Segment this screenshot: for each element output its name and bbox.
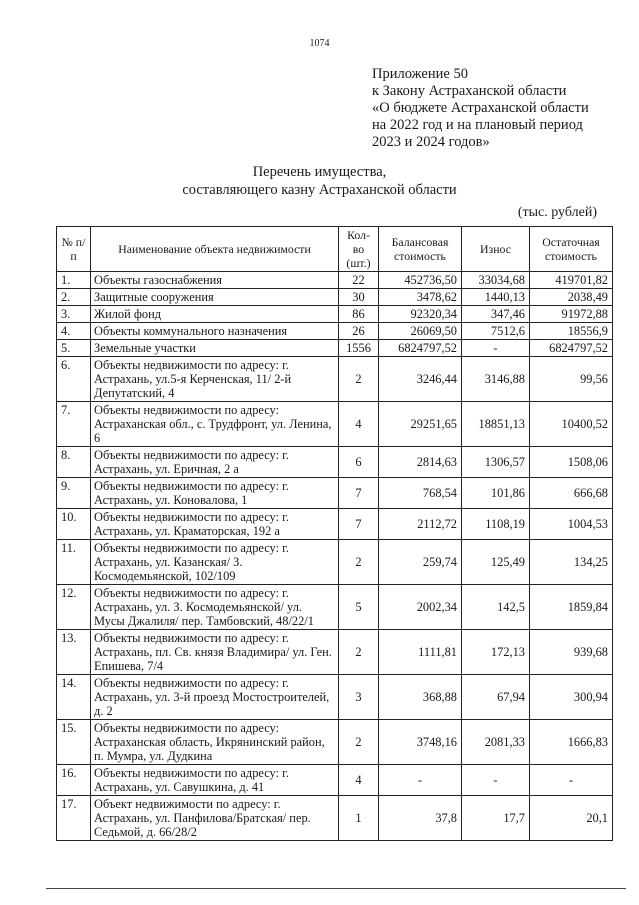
row-name: Объекты недвижимости по адресу: г. Астрахань, ул. Еричная, 2 а bbox=[91, 447, 339, 478]
header-num: № п/п bbox=[57, 227, 91, 272]
row-name: Объекты коммунального назначения bbox=[91, 323, 339, 340]
table-row bbox=[57, 509, 613, 540]
property-table bbox=[56, 226, 613, 841]
row-residual: 91972,88 bbox=[530, 306, 613, 323]
row-count: 7 bbox=[339, 509, 379, 540]
row-balance: 259,74 bbox=[379, 540, 462, 585]
row-wear: 7512,6 bbox=[462, 323, 530, 340]
row-name: Объекты недвижимости по адресу: г. Астрахань, ул. З. Космодемьянской/ ул. Мусы Джалиля/ пер. Тамбовский, 48/22/1 bbox=[91, 585, 339, 630]
table-row bbox=[57, 765, 613, 796]
table-row bbox=[57, 478, 613, 509]
row-wear: - bbox=[462, 340, 530, 357]
row-residual: 6824797,52 bbox=[530, 340, 613, 357]
row-number: 10. bbox=[57, 509, 91, 540]
row-wear: 1108,19 bbox=[462, 509, 530, 540]
row-name: Земельные участки bbox=[91, 340, 339, 357]
row-count: 4 bbox=[339, 765, 379, 796]
appendix-line: «О бюджете Астраханской области bbox=[372, 100, 589, 116]
row-number: 17. bbox=[57, 796, 91, 841]
row-residual: 1859,84 bbox=[530, 585, 613, 630]
row-name: Объекты недвижимости по адресу: г. Астрахань, пл. Св. князя Владимира/ ул. Ген. Епишева, 7/4 bbox=[91, 630, 339, 675]
row-balance: 2112,72 bbox=[379, 509, 462, 540]
row-count: 2 bbox=[339, 630, 379, 675]
row-balance: 6824797,52 bbox=[379, 340, 462, 357]
row-balance: 3246,44 bbox=[379, 357, 462, 402]
row-number: 4. bbox=[57, 323, 91, 340]
units-label: (тыс. рублей) bbox=[517, 205, 597, 220]
row-residual: 10400,52 bbox=[530, 402, 613, 447]
title-line: Перечень имущества, bbox=[252, 164, 387, 180]
row-balance: 26069,50 bbox=[379, 323, 462, 340]
row-balance: 2002,34 bbox=[379, 585, 462, 630]
row-balance: 92320,34 bbox=[379, 306, 462, 323]
table-row bbox=[57, 289, 613, 306]
table-header-row bbox=[57, 227, 613, 272]
row-balance: 3748,16 bbox=[379, 720, 462, 765]
row-number: 3. bbox=[57, 306, 91, 323]
row-wear: 18851,13 bbox=[462, 402, 530, 447]
row-wear: 3146,88 bbox=[462, 357, 530, 402]
row-number: 14. bbox=[57, 675, 91, 720]
row-count: 6 bbox=[339, 447, 379, 478]
table-row bbox=[57, 357, 613, 402]
row-balance: 37,8 bbox=[379, 796, 462, 841]
row-count: 1 bbox=[339, 796, 379, 841]
row-count: 86 bbox=[339, 306, 379, 323]
page-number: 1074 bbox=[309, 38, 330, 49]
row-wear: 347,46 bbox=[462, 306, 530, 323]
table-row bbox=[57, 720, 613, 765]
table-row bbox=[57, 540, 613, 585]
row-balance: 3478,62 bbox=[379, 289, 462, 306]
row-balance: 2814,63 bbox=[379, 447, 462, 478]
table-body bbox=[57, 272, 613, 841]
row-name: Защитные сооружения bbox=[91, 289, 339, 306]
row-number: 2. bbox=[57, 289, 91, 306]
table-row bbox=[57, 272, 613, 289]
table-row bbox=[57, 340, 613, 357]
row-balance: 368,88 bbox=[379, 675, 462, 720]
row-residual: 419701,82 bbox=[530, 272, 613, 289]
header-name: Наименование объекта недвижимости bbox=[91, 227, 339, 272]
row-residual: - bbox=[530, 765, 613, 796]
row-balance: 768,54 bbox=[379, 478, 462, 509]
row-count: 30 bbox=[339, 289, 379, 306]
appendix-line: 2023 и 2024 годов» bbox=[372, 134, 490, 150]
row-name: Объекты недвижимости по адресу: г. Астрахань, ул. Краматорская, 192 а bbox=[91, 509, 339, 540]
row-residual: 99,56 bbox=[530, 357, 613, 402]
row-wear: 67,94 bbox=[462, 675, 530, 720]
row-wear: 17,7 bbox=[462, 796, 530, 841]
table-row bbox=[57, 675, 613, 720]
row-count: 26 bbox=[339, 323, 379, 340]
row-number: 16. bbox=[57, 765, 91, 796]
table-row bbox=[57, 630, 613, 675]
appendix-line: на 2022 год и на плановый период bbox=[372, 117, 583, 133]
row-count: 5 bbox=[339, 585, 379, 630]
row-count: 2 bbox=[339, 357, 379, 402]
row-count: 2 bbox=[339, 540, 379, 585]
appendix-header bbox=[372, 66, 589, 151]
document-title bbox=[0, 163, 639, 199]
row-wear: 172,13 bbox=[462, 630, 530, 675]
row-name: Объекты недвижимости по адресу: г. Астрахань, ул. Савушкина, д. 41 bbox=[91, 765, 339, 796]
appendix-line: к Закону Астраханской области bbox=[372, 83, 567, 99]
header-wear: Износ bbox=[462, 227, 530, 272]
row-name: Объекты недвижимости по адресу: Астраханская обл., с. Трудфронт, ул. Ленина, 6 bbox=[91, 402, 339, 447]
row-name: Объекты недвижимости по адресу: г. Астрахань, ул.5-я Керченская, 11/ 2-й Депутатский, 4 bbox=[91, 357, 339, 402]
row-name: Жилой фонд bbox=[91, 306, 339, 323]
row-residual: 20,1 bbox=[530, 796, 613, 841]
row-number: 8. bbox=[57, 447, 91, 478]
row-residual: 18556,9 bbox=[530, 323, 613, 340]
row-number: 1. bbox=[57, 272, 91, 289]
row-wear: 33034,68 bbox=[462, 272, 530, 289]
row-name: Объекты недвижимости по адресу: г. Астрахань, ул. Коновалова, 1 bbox=[91, 478, 339, 509]
table-row bbox=[57, 447, 613, 478]
row-number: 11. bbox=[57, 540, 91, 585]
row-wear: 2081,33 bbox=[462, 720, 530, 765]
row-wear: - bbox=[462, 765, 530, 796]
row-name: Объекты недвижимости по адресу: г. Астрахань, ул. Казанская/ З. Космодемьянской, 102/109 bbox=[91, 540, 339, 585]
row-residual: 1666,83 bbox=[530, 720, 613, 765]
row-number: 7. bbox=[57, 402, 91, 447]
header-balance: Балансовая стоимость bbox=[379, 227, 462, 272]
row-residual: 939,68 bbox=[530, 630, 613, 675]
row-number: 12. bbox=[57, 585, 91, 630]
row-count: 1556 bbox=[339, 340, 379, 357]
row-number: 15. bbox=[57, 720, 91, 765]
appendix-line: Приложение 50 bbox=[372, 66, 468, 82]
header-residual: Остаточная стоимость bbox=[530, 227, 613, 272]
row-balance: 452736,50 bbox=[379, 272, 462, 289]
row-residual: 1004,53 bbox=[530, 509, 613, 540]
row-wear: 101,86 bbox=[462, 478, 530, 509]
header-count: Кол-во (шт.) bbox=[339, 227, 379, 272]
row-wear: 1440,13 bbox=[462, 289, 530, 306]
row-count: 4 bbox=[339, 402, 379, 447]
page-bottom-rule bbox=[46, 888, 626, 889]
row-number: 5. bbox=[57, 340, 91, 357]
row-number: 13. bbox=[57, 630, 91, 675]
row-name: Объект недвижимости по адресу: г. Астрахань, ул. Панфилова/Братская/ пер. Седьмой, д. 66/28/2 bbox=[91, 796, 339, 841]
row-residual: 1508,06 bbox=[530, 447, 613, 478]
row-count: 7 bbox=[339, 478, 379, 509]
table-row bbox=[57, 402, 613, 447]
row-wear: 142,5 bbox=[462, 585, 530, 630]
row-residual: 2038,49 bbox=[530, 289, 613, 306]
row-wear: 1306,57 bbox=[462, 447, 530, 478]
row-count: 3 bbox=[339, 675, 379, 720]
row-balance: - bbox=[379, 765, 462, 796]
row-count: 22 bbox=[339, 272, 379, 289]
row-residual: 666,68 bbox=[530, 478, 613, 509]
row-number: 9. bbox=[57, 478, 91, 509]
title-line: составляющего казну Астраханской области bbox=[182, 182, 457, 198]
row-balance: 29251,65 bbox=[379, 402, 462, 447]
row-name: Объекты недвижимости по адресу: Астраханская область, Икрянинский район, п. Мумра, ул. Дудкина bbox=[91, 720, 339, 765]
row-balance: 1111,81 bbox=[379, 630, 462, 675]
row-name: Объекты недвижимости по адресу: г. Астрахань, ул. 3-й проезд Мостостроителей, д. 2 bbox=[91, 675, 339, 720]
row-number: 6. bbox=[57, 357, 91, 402]
table-row bbox=[57, 796, 613, 841]
table-row bbox=[57, 306, 613, 323]
row-residual: 300,94 bbox=[530, 675, 613, 720]
row-wear: 125,49 bbox=[462, 540, 530, 585]
table-row bbox=[57, 585, 613, 630]
row-count: 2 bbox=[339, 720, 379, 765]
row-name: Объекты газоснабжения bbox=[91, 272, 339, 289]
row-residual: 134,25 bbox=[530, 540, 613, 585]
table-row bbox=[57, 323, 613, 340]
